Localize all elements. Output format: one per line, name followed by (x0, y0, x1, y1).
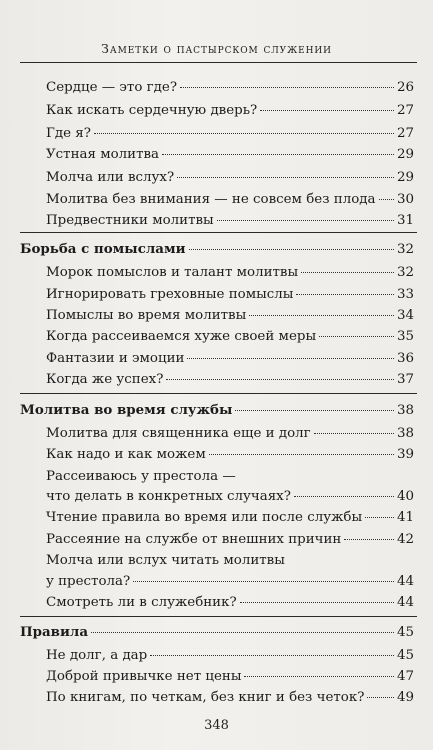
toc-section-page: 45 (396, 625, 414, 640)
toc-entry-title: Где я? (46, 126, 91, 141)
toc-entry-page: 40 (396, 489, 414, 504)
toc-entry-title: Смотреть ли в служебник? (46, 595, 237, 610)
dot-leader (294, 496, 394, 497)
toc-entry-page: 30 (396, 192, 414, 207)
toc-entry-title: Не долг, а дар (46, 648, 148, 663)
dot-leader (91, 632, 394, 633)
running-header: Заметки о пастырском служении (101, 41, 332, 56)
toc-entry-title: Молитва для священника еще и долг (46, 426, 311, 441)
toc-entry-title: Как искать сердечную дверь? (46, 103, 258, 118)
toc-entry-title: Как надо и как можем (46, 447, 206, 462)
toc-entry-title: Когда рассеиваемся хуже своей меры (46, 329, 317, 344)
toc-entry-title: у престола? (46, 574, 131, 589)
dot-leader (367, 697, 394, 698)
toc-entry-title: Помыслы во время молитвы (46, 308, 247, 323)
toc-entry-page: 36 (396, 351, 414, 366)
toc-section-page: 32 (396, 242, 414, 257)
dot-leader (235, 410, 394, 411)
section-rule (20, 393, 417, 394)
toc-entry-page: 32 (396, 265, 414, 280)
dot-leader (133, 581, 394, 582)
toc-entry-title: Предвестники молитвы (46, 213, 214, 228)
section-rule (20, 232, 417, 233)
dot-leader (240, 602, 394, 603)
toc-entry-page: 27 (396, 103, 414, 118)
toc-entry-title: По книгам, по четкам, без книг и без четок? (46, 690, 365, 705)
toc-entry-page: 47 (396, 669, 414, 684)
toc-entry-title: Сердце — это где? (46, 80, 178, 95)
toc-section-page: 38 (396, 403, 414, 418)
toc-entry-title: Морок помыслов и талант молитвы (46, 265, 299, 280)
dot-leader (187, 358, 394, 359)
toc-entry-title: Устная молитва (46, 147, 160, 162)
toc-entry-page: 45 (396, 648, 414, 663)
toc-entry-title: Фантазии и эмоции (46, 351, 185, 366)
dot-leader (162, 154, 394, 155)
dot-leader (209, 454, 394, 455)
toc-entry-page: 38 (396, 426, 414, 441)
dot-leader (319, 336, 394, 337)
dot-leader (94, 133, 394, 134)
toc-entry-title: Игнорировать греховные помыслы (46, 287, 294, 302)
toc-entry-page: 49 (396, 690, 414, 705)
dot-leader (180, 87, 394, 88)
dot-leader (365, 517, 394, 518)
toc-entry-page: 41 (396, 510, 414, 525)
toc-entry-page: 33 (396, 287, 414, 302)
toc-entry-page: 29 (396, 147, 414, 162)
section-rule (20, 616, 417, 617)
toc-entry-title-line1: Рассеиваюсь у престола — (46, 469, 236, 484)
dot-leader (314, 433, 394, 434)
dot-leader (379, 199, 394, 200)
page-number: 348 (204, 718, 229, 733)
dot-leader (301, 272, 394, 273)
toc-entry-title: Когда же успех? (46, 372, 164, 387)
toc-entry-title: Молитва без внимания — не совсем без плода (46, 192, 376, 207)
toc-entry-page: 44 (396, 595, 414, 610)
toc-entry-page: 35 (396, 329, 414, 344)
toc-entry-page: 39 (396, 447, 414, 462)
toc-section-title: Молитва во время службы (20, 402, 233, 418)
dot-leader (150, 655, 394, 656)
toc-entry-title: что делать в конкретных случаях? (46, 489, 291, 504)
header-rule (20, 62, 417, 63)
toc-entry-page: 27 (396, 126, 414, 141)
toc-section-title: Борьба с помыслами (20, 241, 186, 257)
toc-entry-page: 29 (396, 170, 414, 185)
dot-leader (177, 177, 394, 178)
toc-entry-page: 42 (396, 532, 414, 547)
toc-entry-page: 31 (396, 213, 414, 228)
toc-entry-title: Чтение правила во время или после службы (46, 510, 363, 525)
dot-leader (249, 315, 394, 316)
toc-entry-page: 37 (396, 372, 414, 387)
dot-leader (296, 294, 394, 295)
toc-section-title: Правила (20, 624, 89, 640)
dot-leader (260, 110, 394, 111)
dot-leader (244, 676, 393, 677)
dot-leader (166, 379, 394, 380)
toc-entry-title: Рассеяние на службе от внешних причин (46, 532, 342, 547)
toc-entry-page: 34 (396, 308, 414, 323)
toc-entry-title-line1: Молча или вслух читать молитвы (46, 553, 285, 568)
dot-leader (189, 249, 394, 250)
dot-leader (217, 220, 394, 221)
toc-entry-title: Доброй привычке нет цены (46, 669, 242, 684)
toc-entry-page: 26 (396, 80, 414, 95)
toc-entry-page: 44 (396, 574, 414, 589)
dot-leader (344, 539, 394, 540)
toc-entry-title: Молча или вслух? (46, 170, 175, 185)
